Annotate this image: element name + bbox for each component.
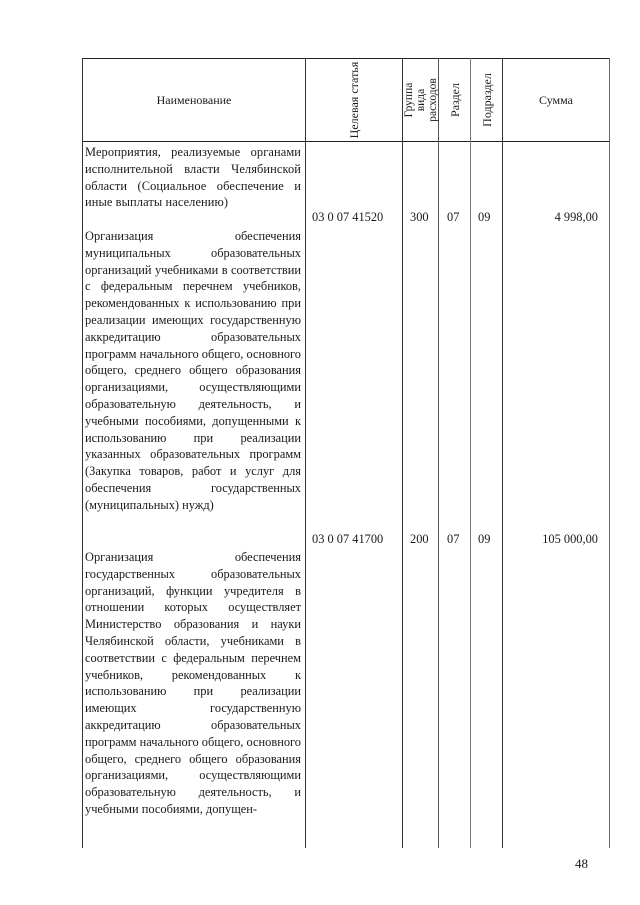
header-section	[439, 59, 470, 141]
header-subsection	[471, 59, 502, 141]
row-1-section: 07	[447, 210, 460, 224]
row-2-target-article: 03 0 07 41700	[312, 532, 384, 546]
row-2-section: 07	[447, 532, 460, 546]
header-expense-group-label: Группа вида расходов	[402, 78, 439, 122]
row-1-name: Мероприятия, реализуемые органами исполнительной власти Челябинской области (Социальное обеспечение и иные выплаты населению)	[85, 145, 301, 210]
row-1-name-cell	[85, 144, 301, 211]
col-border-group-section	[438, 58, 439, 848]
header-section-label: Раздел	[447, 83, 462, 117]
row-1-subsection: 09	[478, 210, 491, 224]
header-amount	[503, 59, 609, 141]
col-border-section-subsection	[470, 58, 471, 848]
row-1-target-article: 03 0 07 41520	[312, 210, 384, 224]
page-number: 48	[575, 856, 588, 871]
col-border-name-target	[305, 58, 306, 848]
header-bottom-border	[82, 141, 610, 142]
header-amount-label: Сумма	[539, 92, 573, 107]
header-target-article	[306, 59, 402, 141]
header-subsection-label: Подраздел	[479, 73, 494, 127]
header-expense-group	[403, 59, 438, 141]
row-2-amount: 105 000,00	[542, 532, 598, 546]
row-2-expense-group: 200	[410, 532, 429, 546]
header-name-label: Наименование	[156, 92, 232, 107]
col-border-left	[82, 58, 83, 848]
row-2-name-cell	[85, 228, 301, 514]
row-3-name: Организация обеспечения государственных образовательных организаций, функции учредителя в отношении которых осуществляет Министерство образования и науки Челябинской области, учебниками в соответствии с федеральным перечнем учебников, рекомендованных к использованию при реализации имеющих государственную аккредитацию образовательных программ начального общего, основного общего, среднего общего образования организациями, осуществляющими образовательную деятельность, и учебными пособиями, допущен-	[85, 550, 301, 816]
row-3-name-cell	[85, 549, 301, 818]
row-1-expense-group: 300	[410, 210, 429, 224]
col-border-target-group	[402, 58, 403, 848]
row-2-name: Организация обеспечения муниципальных образовательных организаций учебниками в соответствии с федеральным перечнем учебников, рекомендованных к использованию при реализации имеющих государственную аккредитацию образовательных программ начального общего, основного общего, среднего общего образования организациями, осуществляющими образовательную деятельность, и учебными пособиями, допущенными к использованию при реализации указанных образовательных программ (Закупка товаров, работ и услуг для обеспечения государственных (муниципальных) нужд)	[85, 229, 301, 512]
header-name	[83, 59, 305, 141]
col-border-subsection-amount	[502, 58, 503, 848]
col-border-right	[609, 58, 610, 848]
row-1-amount: 4 998,00	[554, 210, 598, 224]
row-2-subsection: 09	[478, 532, 491, 546]
header-target-article-label: Целевая статья	[347, 61, 361, 139]
